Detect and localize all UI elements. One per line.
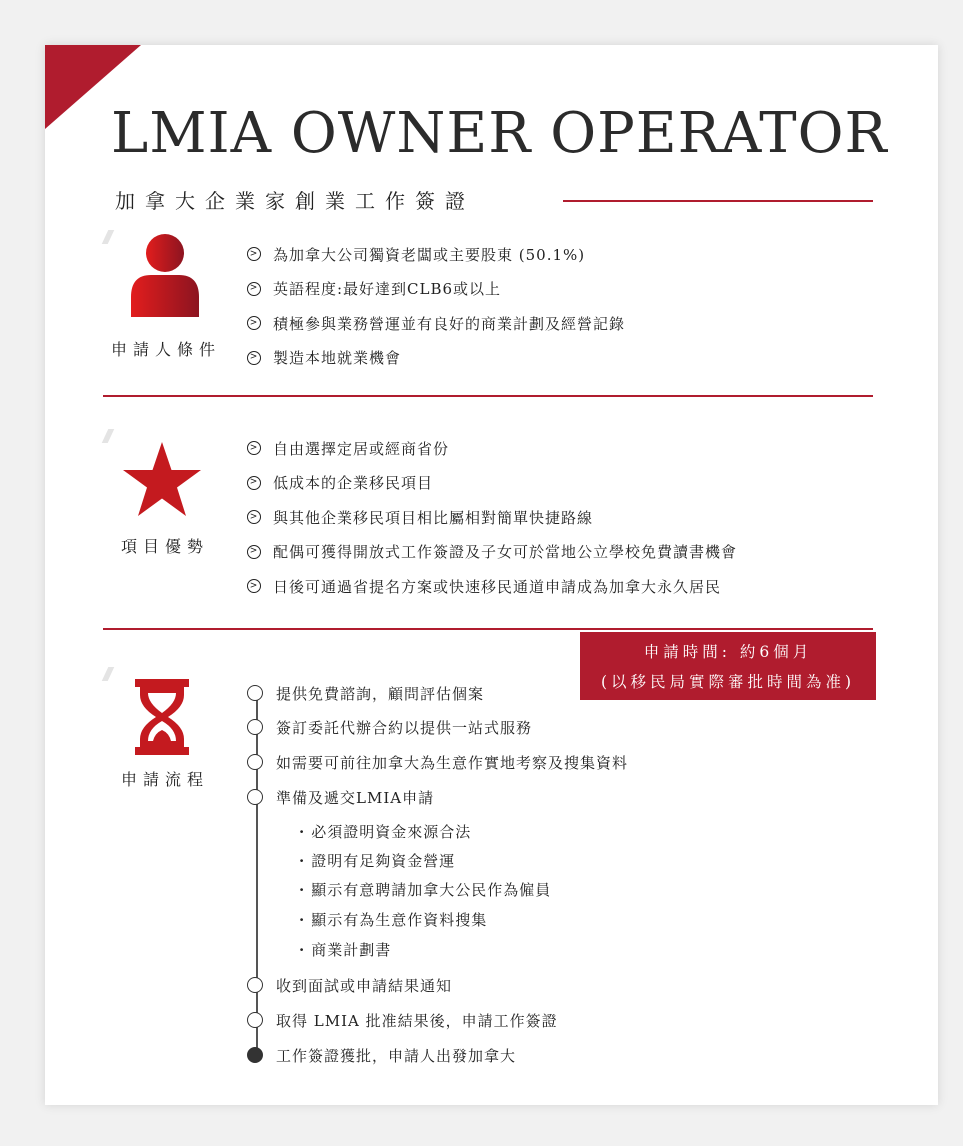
timeline-step: 準備及遞交LMIA申請 xyxy=(247,787,434,807)
advantages-list xyxy=(247,431,737,604)
section-tick xyxy=(102,230,115,244)
star-icon xyxy=(121,440,203,520)
bullet-dot-icon: · xyxy=(299,911,306,929)
bullet-dot-icon: · xyxy=(299,881,306,899)
applicant-list xyxy=(247,237,625,375)
circle-icon xyxy=(247,685,263,701)
timeline-step: 取得 LMIA 批准結果後，申請工作簽證 xyxy=(247,1010,558,1030)
bullet-dot-icon: · xyxy=(299,941,306,959)
arrow-circle-icon: > xyxy=(247,579,261,593)
arrow-circle-icon: > xyxy=(247,351,261,365)
timeline-step: 收到面試或申請結果通知 xyxy=(247,975,452,995)
list-item: > 積極參與業務營運並有良好的商業計劃及經營記錄 xyxy=(247,306,625,341)
timeline-line xyxy=(256,693,258,1053)
circle-icon xyxy=(247,789,263,805)
circle-icon xyxy=(247,1012,263,1028)
page-title: LMIA OWNER OPERATOR xyxy=(111,101,888,166)
bullet-dot-icon: · xyxy=(299,823,306,841)
badge-line-1: 申請時間: 約6個月 xyxy=(643,643,813,661)
section-tick xyxy=(102,667,115,681)
info-card xyxy=(45,45,938,1105)
hourglass-icon xyxy=(133,679,191,755)
arrow-circle-icon: > xyxy=(247,282,261,296)
sub-item: · 顯示有意聘請加拿大公民作為僱員 xyxy=(299,881,552,899)
list-item: > 為加拿大公司獨資老闆或主要股東 (50.1%) xyxy=(247,237,625,272)
circle-icon xyxy=(247,719,263,735)
timeline-step: 如需要可前往加拿大為生意作實地考察及搜集資料 xyxy=(247,752,628,772)
arrow-circle-icon: > xyxy=(247,247,261,261)
section-tick xyxy=(102,429,115,443)
arrow-circle-icon: > xyxy=(247,510,261,524)
processing-time-badge xyxy=(580,632,876,700)
bullet-dot-icon: · xyxy=(299,852,306,870)
timeline-step: 簽訂委託代辦合約以提供一站式服務 xyxy=(247,717,532,737)
page-subtitle: 加拿大企業家創業工作簽證 xyxy=(115,189,475,213)
arrow-circle-icon: > xyxy=(247,441,261,455)
sub-item: · 顯示有為生意作資料搜集 xyxy=(299,911,488,929)
list-item: > 配偶可獲得開放式工作簽證及子女可於當地公立學校免費讀書機會 xyxy=(247,535,737,570)
badge-line-2: (以移民局實際審批時間為准) xyxy=(600,673,856,691)
title-rule xyxy=(563,200,873,202)
arrow-circle-icon: > xyxy=(247,316,261,330)
section-label-process: 申請流程 xyxy=(121,770,210,789)
arrow-circle-icon: > xyxy=(247,545,261,559)
list-item: > 製造本地就業機會 xyxy=(247,341,625,376)
sub-item: · 證明有足夠資金營運 xyxy=(299,852,456,870)
section-divider xyxy=(103,395,873,397)
circle-icon xyxy=(247,754,263,770)
section-divider xyxy=(103,628,873,630)
list-item: > 低成本的企業移民項目 xyxy=(247,466,737,501)
arrow-circle-icon: > xyxy=(247,476,261,490)
sub-item: · 必須證明資金來源合法 xyxy=(299,823,472,841)
sub-item: · 商業計劃書 xyxy=(299,941,392,959)
list-item: > 日後可通過省提名方案或快速移民通道申請成為加拿大永久居民 xyxy=(247,569,737,604)
person-icon xyxy=(129,233,201,317)
timeline-step: 工作簽證獲批，申請人出發加拿大 xyxy=(247,1045,516,1065)
filled-circle-icon xyxy=(247,1047,263,1063)
section-label-applicant: 申請人條件 xyxy=(111,340,222,359)
list-item: > 與其他企業移民項目相比屬相對簡單快捷路線 xyxy=(247,500,737,535)
section-label-advantages: 項目優勢 xyxy=(121,537,210,556)
list-item: > 英語程度:最好達到CLB6或以上 xyxy=(247,272,625,307)
timeline-step: 提供免費諮詢，顧問評估個案 xyxy=(247,683,484,703)
list-item: > 自由選擇定居或經商省份 xyxy=(247,431,737,466)
circle-icon xyxy=(247,977,263,993)
